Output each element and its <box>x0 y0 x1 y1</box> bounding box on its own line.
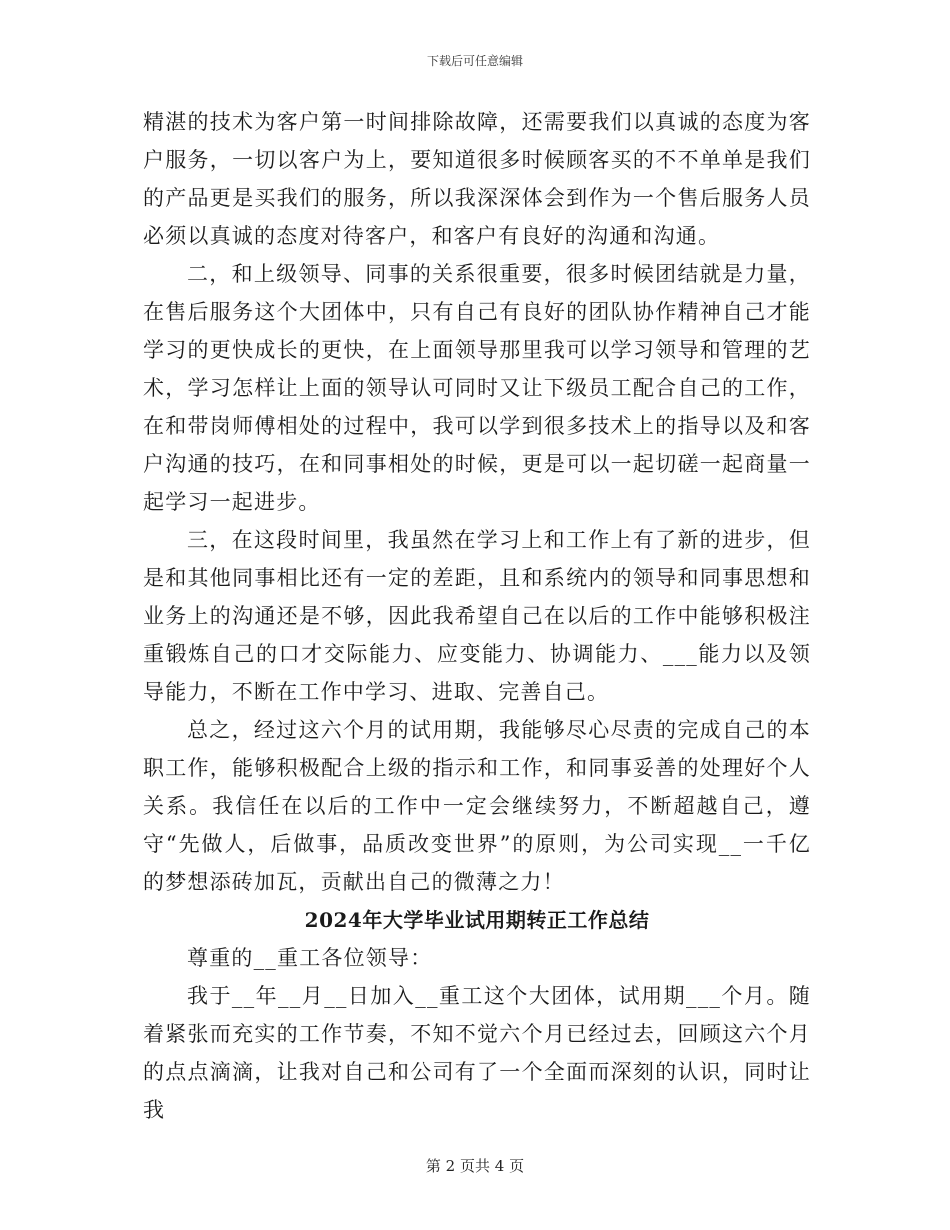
paragraph-5: 我于__年__月__日加入__重工这个大团体，试用期___个月。随着紧张而充实的工作节奏，不知不觉六个月已经过去，回顾这六个月的点点滴滴，让我对自己和公司有了一个全面而深刻的认识，同时让我 <box>143 984 811 1122</box>
section-title: 2024年大学毕业试用期转正工作总结 <box>304 908 650 932</box>
page-header: 下载后可任意编辑 <box>426 54 523 68</box>
document-body <box>143 103 811 1129</box>
paragraph-3: 三，在这段时间里，我虽然在学习上和工作上有了新的进步，但是和其他同事相比还有一定的差距，且和系统内的领导和同事思想和业务上的沟通还是不够，因此我希望自己在以后的工作中能够积极注重锻炼自己的口才交际能力、应变能力、协调能力、___能力以及领导能力，不断在工作中学习、进取、完善自己。 <box>143 528 811 704</box>
salutation: 尊重的__重工各位领导： <box>187 946 433 970</box>
paragraph-2: 二，和上级领导、同事的关系很重要，很多时候团结就是力量，在售后服务这个大团体中，只有自己有良好的团队协作精神自己才能学习的更快成长的更快，在上面领导那里我可以学习领导和管理的艺术，学习怎样让上面的领导认可同时又让下级员工配合自己的工作，在和带岗师傅相处的过程中，我可以学到很多技术上的指导以及和客户沟通的技巧，在和同事相处的时候，更是可以一起切磋一起商量一起学习一起进步。 <box>143 262 811 514</box>
paragraph-4: 总之，经过这六个月的试用期，我能够尽心尽责的完成自己的本职工作，能够积极配合上级的指示和工作，和同事妥善的处理好个人关系。我信任在以后的工作中一定会继续努力，不断超越自己，遵守“先做人，后做事，品质改变世界”的原则，为公司实现__一千亿的梦想添砖加瓦，贡献出自己的微薄之力！ <box>143 718 811 894</box>
paragraph-1: 精湛的技术为客户第一时间排除故障，还需要我们以真诚的态度为客户服务，一切以客户为上，要知道很多时候顾客买的不不单单是我们的产品更是买我们的服务，所以我深深体会到作为一个售后服务人员必须以真诚的态度对待客户，和客户有良好的沟通和沟通。 <box>143 110 811 248</box>
page-number: 第 2 页共 4 页 <box>425 1157 525 1175</box>
